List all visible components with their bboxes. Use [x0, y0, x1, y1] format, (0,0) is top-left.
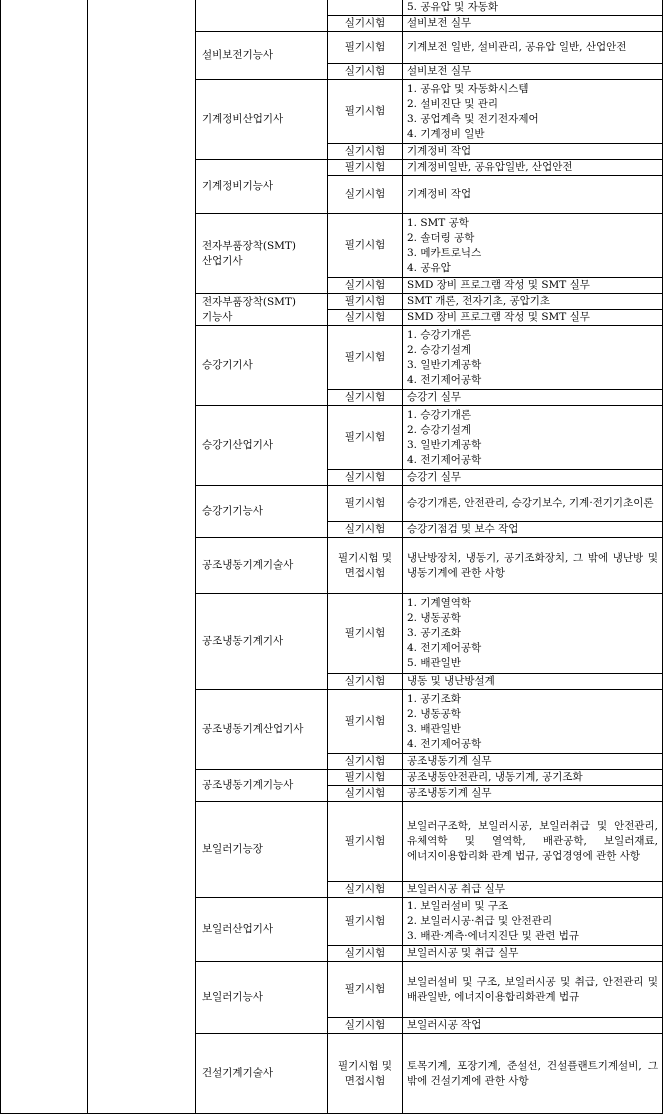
subject-line: 2. 승강기설계: [407, 423, 472, 436]
table-body: [1, 0, 663, 1114]
qualification-name: 승강기기사: [196, 326, 328, 406]
exam-subjects: [403, 326, 663, 390]
subject-line: 5. 공유압 및 자동화: [407, 1, 499, 13]
subject-line: 승강기개론, 안전관리, 승강기보수, 기계·전기기초이론: [407, 497, 654, 509]
qualification-name: 공조냉동기계기술사: [196, 538, 328, 594]
exam-subjects: [403, 16, 663, 32]
exam-type: 실기시험: [328, 16, 403, 32]
qualification-name-cell: [196, 0, 328, 32]
exam-type: 실기시험: [328, 882, 403, 898]
exam-type: 필기시험: [328, 32, 403, 64]
exam-type: 필기시험: [328, 802, 403, 882]
exam-subjects: [403, 802, 663, 882]
exam-subjects: [403, 962, 663, 1018]
subject-line: 3. 공업계측 및 전기전자제어: [407, 112, 539, 125]
subject-line: 냉난방장치, 냉동기, 공기조화장치, 그 밖에 냉난방 및 냉동기계에 관한 사항: [407, 551, 658, 579]
subject-line: 보일러구조학, 보일러시공, 보일러취급 및 안전관리, 유체역학 및 열역학, 배관공학, 보일러재료, 에너지이용합리화 관계 법규, 공업경영에 관한 사항: [407, 820, 658, 862]
exam-subjects: [403, 64, 663, 80]
exam-type: 필기시험: [328, 160, 403, 176]
exam-subjects: [403, 786, 663, 802]
subject-line: 1. 승강기개론: [407, 328, 472, 341]
exam-type: 실기시험: [328, 754, 403, 770]
exam-type: 실기시험: [328, 64, 403, 80]
exam-type: 실기시험: [328, 390, 403, 406]
subject-line: SMT 개론, 전자기초, 공압기초: [407, 295, 551, 307]
exam-subjects: [403, 144, 663, 160]
subject-line: 보일러시공 및 취급 실무: [407, 947, 519, 959]
subject-line: 냉동 및 냉난방설계: [407, 675, 495, 687]
exam-subjects: [403, 294, 663, 310]
exam-subjects: [403, 390, 663, 406]
exam-type: 실기시험: [328, 674, 403, 690]
subject-line: 3. 배관일반: [407, 722, 461, 735]
exam-subjects: [403, 278, 663, 294]
subject-line: 3. 일반기계공학: [407, 438, 482, 451]
qualification-name: 보일러기능장: [196, 802, 328, 898]
subject-line: 공조냉동안전관리, 냉동기계, 공기조화: [407, 771, 583, 783]
subject-line: 3. 일반기계공학: [407, 358, 482, 371]
qualification-name: 기계정비산업기사: [196, 80, 328, 160]
exam-type: 필기시험: [328, 594, 403, 674]
exam-subjects: [403, 406, 663, 470]
exam-type: 필기시험: [328, 406, 403, 470]
exam-type: 필기시험: [328, 770, 403, 786]
subject-line: 설비보전 실무: [407, 65, 472, 77]
subject-line: 4. 전기제어공학: [407, 737, 482, 750]
exam-type: 필기시험: [328, 898, 403, 946]
subject-line: 2. 솔더링 공학: [407, 231, 475, 244]
exam-subjects: [403, 176, 663, 214]
exam-type: 실기시험: [328, 310, 403, 326]
exam-type: 실기시험: [328, 946, 403, 962]
exam-type: 필기시험: [328, 326, 403, 390]
subject-line: 4. 공유압: [407, 261, 451, 274]
exam-subjects: [403, 690, 663, 754]
exam-subjects: [403, 214, 663, 278]
qualification-name: 건설기계기술사: [196, 1034, 328, 1114]
exam-subjects: [403, 674, 663, 690]
qualification-name: 공조냉동기계기능사: [196, 770, 328, 802]
subject-line: 1. 공유압 및 자동화시스템: [407, 82, 529, 95]
exam-subjects: [403, 538, 663, 594]
exam-subjects: [403, 882, 663, 898]
qualification-name: 공조냉동기계기사: [196, 594, 328, 690]
qualification-name: 전자부품장착(SMT)기능사: [196, 294, 328, 326]
exam-subjects: [403, 80, 663, 144]
exam-type: 실기시험: [328, 278, 403, 294]
exam-subjects: [403, 946, 663, 962]
subject-line: 4. 전기제어공학: [407, 373, 482, 386]
subject-line: 1. 승강기개론: [407, 408, 472, 421]
subject-line: 보일러시공 작업: [407, 1019, 482, 1031]
subject-line: 2. 보일러시공·취급 및 안전관리: [407, 915, 553, 927]
subject-line: 1. 공기조화: [407, 692, 461, 705]
subject-line: 2. 냉동공학: [407, 612, 461, 624]
exam-subjects: [403, 770, 663, 786]
subject-line: 3. 배관·계측·에너지진단 및 관련 법규: [407, 930, 580, 942]
exam-subjects: [403, 32, 663, 64]
subject-line: 승강기점검 및 보수 작업: [407, 523, 519, 535]
subject-line: 4. 전기제어공학: [407, 453, 482, 466]
subject-line: 1. 보일러설비 및 구조: [407, 900, 509, 912]
exam-subjects: [403, 470, 663, 486]
exam-type: 실기시험: [328, 176, 403, 214]
qualification-name: 보일러산업기사: [196, 898, 328, 962]
subject-line: 4. 기계정비 일반: [407, 127, 485, 140]
subject-line: SMD 장비 프로그램 작성 및 SMT 실무: [407, 311, 590, 323]
qualification-name: 기계정비기능사: [196, 160, 328, 214]
outer-blank-cell-2: [88, 0, 196, 1114]
subject-line: 기계정비일반, 공유압일반, 산업안전: [407, 161, 573, 173]
subject-line: 승강기 실무: [407, 391, 462, 403]
subject-line: 기계보전 일반, 설비관리, 공유압 일반, 산업안전: [407, 41, 627, 53]
subject-line: 5. 배관일반: [407, 657, 461, 669]
exam-type: 필기시험: [328, 214, 403, 278]
exam-type: 필기시험 및 면접시험: [328, 538, 403, 594]
exam-type: 필기시험: [328, 962, 403, 1018]
subject-line: 기계정비 작업: [407, 188, 472, 200]
exam-type-cell: [328, 0, 403, 16]
subject-line: 승강기 실무: [407, 471, 462, 483]
subject-line: 공조냉동기계 실무: [407, 787, 492, 799]
subject-line: 1. 기계열역학: [407, 597, 472, 609]
exam-type: 실기시험: [328, 522, 403, 538]
subject-line: 2. 승강기설계: [407, 343, 472, 356]
subject-line: 3. 공기조화: [407, 627, 461, 639]
qualification-name: 전자부품장착(SMT)산업기사: [196, 214, 328, 294]
exam-subjects: [403, 160, 663, 176]
subject-line: 2. 설비진단 및 관리: [407, 97, 499, 110]
exam-subjects: [403, 1018, 663, 1034]
subject-line: 4. 전기제어공학: [407, 642, 482, 654]
exam-subjects: [403, 1034, 663, 1114]
exam-type: 실기시험: [328, 144, 403, 160]
exam-type: 실기시험: [328, 1018, 403, 1034]
exam-type: 실기시험: [328, 470, 403, 486]
exam-type: 필기시험: [328, 80, 403, 144]
exam-subjects: [403, 754, 663, 770]
qualification-name: 공조냉동기계산업기사: [196, 690, 328, 770]
qualification-name: 설비보전기능사: [196, 32, 328, 80]
subject-line: 3. 메카트로닉스: [407, 246, 482, 259]
exam-subjects: [403, 522, 663, 538]
subject-line: SMD 장비 프로그램 작성 및 SMT 실무: [407, 279, 590, 291]
subject-line: 기계정비 작업: [407, 145, 472, 157]
subject-line: 보일러시공 취급 실무: [407, 883, 505, 895]
subject-line: 공조냉동기계 실무: [407, 755, 492, 767]
outer-blank-cell-1: [1, 0, 88, 1114]
subject-line: 설비보전 실무: [407, 17, 472, 29]
exam-type: 실기시험: [328, 786, 403, 802]
subject-line: 1. SMT 공학: [407, 216, 469, 229]
table-row: [1, 0, 663, 16]
exam-type: 필기시험: [328, 486, 403, 522]
exam-subjects: [403, 898, 663, 946]
subject-line: 보일러설비 및 구조, 보일러시공 및 취급, 안전관리 및 배관일반, 에너지이용합리화관계 법규: [407, 975, 658, 1003]
qualification-name: 승강기기능사: [196, 486, 328, 538]
qualification-name: 승강기산업기사: [196, 406, 328, 486]
exam-subjects: [403, 0, 663, 16]
exam-subjects: [403, 310, 663, 326]
exam-type: 필기시험 및 면접시험: [328, 1034, 403, 1114]
qualification-name: 보일러기능사: [196, 962, 328, 1034]
exam-subjects: [403, 594, 663, 674]
exam-subjects: [403, 486, 663, 522]
subject-line: 2. 냉동공학: [407, 707, 461, 720]
exam-type: 필기시험: [328, 690, 403, 754]
exam-type: 필기시험: [328, 294, 403, 310]
subject-line: 토목기계, 포장기계, 준설선, 건설플랜트기계설비, 그 밖에 건설기계에 관한 사항: [407, 1059, 658, 1087]
